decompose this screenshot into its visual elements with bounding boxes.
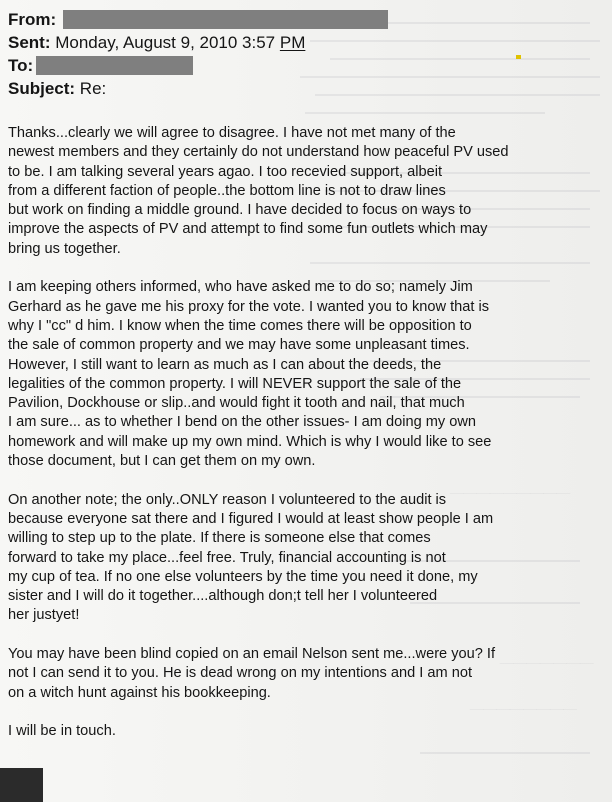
body-line: why I "cc" d him. I know when the time comes there will be opposition to: [8, 317, 472, 334]
bleed-through-texture: _________ _______ ________: [300, 0, 612, 802]
paragraph: [8, 645, 568, 703]
subject-row: [8, 77, 568, 100]
to-label: To:: [8, 56, 34, 75]
sent-ampm: PM: [279, 33, 306, 52]
body-line: bring us together.: [8, 240, 121, 257]
subject-label: Subject:: [8, 79, 76, 98]
body-line: Gerhard as he gave me his proxy for the vote. I wanted you to know that is: [8, 298, 490, 315]
body-line: homework and will make up my own mind. Which is why I would like to see: [8, 433, 492, 450]
sent-row: [8, 31, 568, 54]
body-line: I am keeping others informed, who have asked me to do so; namely Jim: [8, 279, 473, 296]
body-line: those document, but I can get them on my own.: [8, 453, 316, 470]
sent-label: Sent:: [8, 33, 51, 52]
paragraph: [8, 124, 568, 259]
body-line: my cup of tea. If no one else volunteers by the time you need it done, my: [8, 568, 478, 585]
subject-value: Re:: [79, 79, 107, 98]
body-line: I will be in touch.: [8, 723, 116, 740]
body-line: to be. I am talking several years agao. I too recevied support, albeit: [8, 163, 443, 180]
body-line: sister and I will do it together....although don;t tell her I volunteered: [8, 588, 438, 605]
body-line: However, I still want to learn as much as I can about the deeds, the: [8, 356, 442, 373]
body-line: Thanks...clearly we will agree to disagree. I have not met many of the: [8, 125, 456, 141]
body-line: improve the aspects of PV and attempt to find some fun outlets which may: [8, 221, 488, 238]
body-line: You may have been blind copied on an email Nelson sent me...were you? If: [8, 646, 496, 663]
sent-value: Monday, August 9, 2010 3:57: [55, 33, 276, 52]
from-redaction: [63, 10, 388, 29]
body-line: her justyet!: [8, 607, 80, 624]
email-header: [8, 8, 568, 100]
body-line: on a witch hunt against his bookkeeping.: [8, 684, 271, 701]
body-line: On another note; the only..ONLY reason I volunteered to the audit is: [8, 491, 447, 508]
email-body: [8, 124, 568, 761]
body-line: newest members and they certainly do not understand how peaceful PV used: [8, 144, 509, 161]
paragraph: [8, 722, 568, 741]
paragraph: [8, 278, 568, 471]
body-line: not I can send it to you. He is dead wrong on my intentions and I am not: [8, 665, 473, 682]
body-line: the sale of common property and we may have some unpleasant times.: [8, 337, 470, 354]
body-line: because everyone sat there and I figured I would at least show people I am: [8, 510, 494, 527]
body-line: I am sure... as to whether I bend on the other issues- I am doing my own: [8, 414, 477, 431]
body-line: Pavilion, Dockhouse or slip..and would fight it tooth and nail, that much: [8, 395, 465, 412]
from-label: From:: [8, 10, 57, 29]
to-row: [8, 54, 568, 77]
to-redaction: [36, 56, 193, 75]
body-line: legalities of the common property. I will NEVER support the sale of the: [8, 375, 462, 392]
body-line: willing to step up to the plate. If there is someone else that comes: [8, 530, 431, 547]
scan-edge-block: [0, 768, 43, 802]
paragraph: [8, 491, 568, 626]
body-line: but work on finding a middle ground. I have decided to focus on ways to: [8, 202, 472, 219]
body-line: forward to take my place...feel free. Truly, financial accounting is not: [8, 549, 446, 566]
from-row: [8, 8, 568, 31]
body-line: from a different faction of people..the bottom line is not to draw lines: [8, 182, 446, 199]
